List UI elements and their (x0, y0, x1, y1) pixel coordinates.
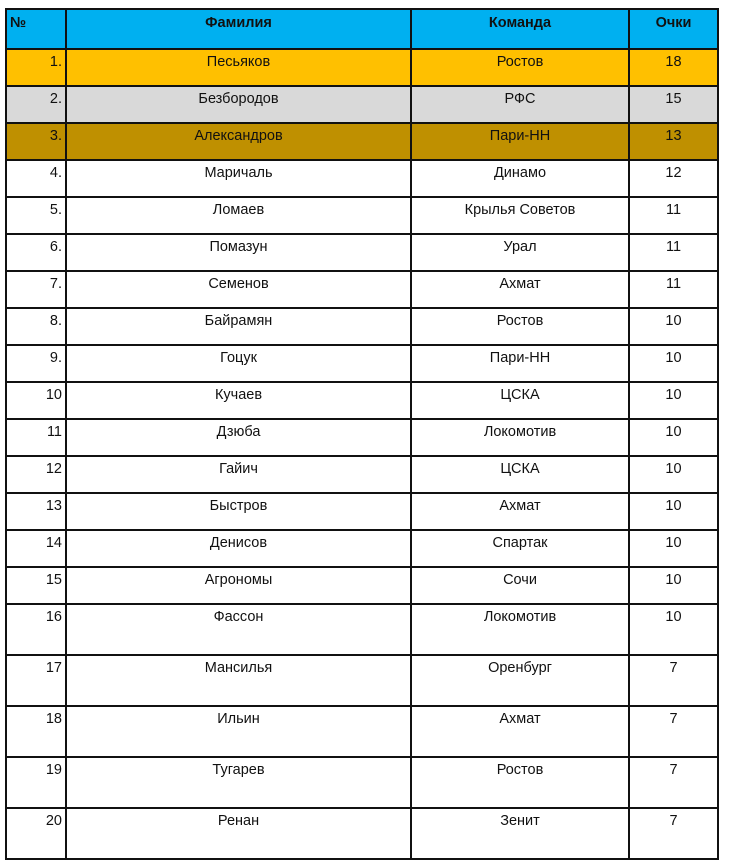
cell-num: 6. (6, 234, 66, 271)
cell-num: 10 (6, 382, 66, 419)
cell-num: 4. (6, 160, 66, 197)
cell-team: Крылья Советов (411, 197, 629, 234)
cell-team: Пари-НН (411, 123, 629, 160)
cell-surname: Ренан (66, 808, 411, 859)
cell-team: Локомотив (411, 419, 629, 456)
cell-team: Ахмат (411, 706, 629, 757)
cell-points: 10 (629, 345, 718, 382)
cell-points: 18 (629, 49, 718, 86)
cell-points: 11 (629, 271, 718, 308)
table-row (6, 197, 718, 234)
cell-surname: Мансилья (66, 655, 411, 706)
cell-surname: Ломаев (66, 197, 411, 234)
cell-surname: Кучаев (66, 382, 411, 419)
cell-points: 13 (629, 123, 718, 160)
table-row (6, 706, 718, 757)
cell-num: 14 (6, 530, 66, 567)
header-points: Очки (629, 9, 718, 49)
cell-points: 10 (629, 604, 718, 655)
cell-num: 20 (6, 808, 66, 859)
cell-surname: Агрономы (66, 567, 411, 604)
table-row (6, 308, 718, 345)
cell-team: Пари-НН (411, 345, 629, 382)
cell-surname: Песьяков (66, 49, 411, 86)
table-row (6, 757, 718, 808)
cell-surname: Тугарев (66, 757, 411, 808)
cell-team: Динамо (411, 160, 629, 197)
cell-surname: Дзюба (66, 419, 411, 456)
cell-num: 2. (6, 86, 66, 123)
table-row (6, 655, 718, 706)
table-row (6, 808, 718, 859)
header-surname: Фамилия (66, 9, 411, 49)
cell-team: ЦСКА (411, 382, 629, 419)
table-row (6, 160, 718, 197)
cell-surname: Денисов (66, 530, 411, 567)
cell-surname: Безбородов (66, 86, 411, 123)
cell-num: 13 (6, 493, 66, 530)
cell-surname: Помазун (66, 234, 411, 271)
cell-num: 8. (6, 308, 66, 345)
cell-points: 15 (629, 86, 718, 123)
table-row (6, 345, 718, 382)
cell-num: 11 (6, 419, 66, 456)
cell-num: 16 (6, 604, 66, 655)
cell-points: 7 (629, 757, 718, 808)
cell-points: 12 (629, 160, 718, 197)
table-row (6, 86, 718, 123)
cell-surname: Гайич (66, 456, 411, 493)
cell-num: 1. (6, 49, 66, 86)
cell-points: 7 (629, 706, 718, 757)
cell-team: Оренбург (411, 655, 629, 706)
cell-points: 7 (629, 808, 718, 859)
table-row (6, 382, 718, 419)
cell-surname: Семенов (66, 271, 411, 308)
header-team: Команда (411, 9, 629, 49)
cell-points: 10 (629, 493, 718, 530)
cell-surname: Маричаль (66, 160, 411, 197)
table-row (6, 456, 718, 493)
cell-num: 12 (6, 456, 66, 493)
table-row (6, 604, 718, 655)
cell-surname: Фассон (66, 604, 411, 655)
cell-num: 19 (6, 757, 66, 808)
cell-team: Ростов (411, 757, 629, 808)
cell-team: Зенит (411, 808, 629, 859)
scorers-table (5, 8, 719, 860)
cell-points: 10 (629, 530, 718, 567)
header-row (6, 9, 718, 49)
cell-surname: Байрамян (66, 308, 411, 345)
table-row (6, 530, 718, 567)
cell-surname: Ильин (66, 706, 411, 757)
table-row (6, 567, 718, 604)
cell-team: Ростов (411, 49, 629, 86)
cell-num: 15 (6, 567, 66, 604)
cell-surname: Александров (66, 123, 411, 160)
cell-team: Ахмат (411, 271, 629, 308)
cell-team: Ростов (411, 308, 629, 345)
table-row (6, 271, 718, 308)
cell-points: 10 (629, 456, 718, 493)
cell-num: 18 (6, 706, 66, 757)
cell-team: Ахмат (411, 493, 629, 530)
cell-surname: Гоцук (66, 345, 411, 382)
cell-team: ЦСКА (411, 456, 629, 493)
cell-num: 17 (6, 655, 66, 706)
cell-num: 9. (6, 345, 66, 382)
cell-points: 10 (629, 567, 718, 604)
cell-num: 3. (6, 123, 66, 160)
cell-surname: Быстров (66, 493, 411, 530)
table-row (6, 419, 718, 456)
cell-points: 10 (629, 308, 718, 345)
cell-points: 11 (629, 197, 718, 234)
cell-team: Сочи (411, 567, 629, 604)
cell-num: 7. (6, 271, 66, 308)
cell-team: РФС (411, 86, 629, 123)
cell-points: 10 (629, 382, 718, 419)
cell-num: 5. (6, 197, 66, 234)
header-num: № (6, 9, 66, 49)
cell-points: 7 (629, 655, 718, 706)
cell-team: Локомотив (411, 604, 629, 655)
cell-points: 11 (629, 234, 718, 271)
table-row (6, 493, 718, 530)
cell-points: 10 (629, 419, 718, 456)
cell-team: Спартак (411, 530, 629, 567)
table-row (6, 49, 718, 86)
table-row (6, 123, 718, 160)
table-row (6, 234, 718, 271)
cell-team: Урал (411, 234, 629, 271)
